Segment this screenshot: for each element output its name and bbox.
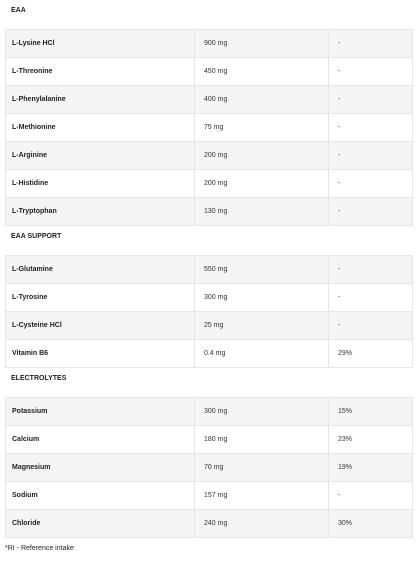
- ingredient-name: L-Arginine: [6, 142, 195, 170]
- ingredient-amount: 200 mg: [195, 142, 329, 170]
- ingredient-amount: 300 mg: [195, 398, 329, 426]
- ingredient-name: L-Histidine: [6, 170, 195, 198]
- ingredient-name: L-Cysteine HCl: [6, 312, 195, 340]
- ingredient-ri: 30%: [329, 510, 413, 538]
- ingredient-name: Magnesium: [6, 454, 195, 482]
- ingredient-amount: 550 mg: [195, 256, 329, 284]
- ingredient-name: Chloride: [6, 510, 195, 538]
- ingredient-ri: -: [329, 58, 413, 86]
- ingredient-amount: 70 mg: [195, 454, 329, 482]
- ingredient-name: L-Lysine HCl: [6, 30, 195, 58]
- table-row: [6, 482, 413, 510]
- table-row: [6, 256, 413, 284]
- ingredient-amount: 0.4 mg: [195, 340, 329, 368]
- ingredient-ri: -: [329, 284, 413, 312]
- ingredient-ri: -: [329, 142, 413, 170]
- ingredient-ri: 29%: [329, 340, 413, 368]
- table-row: [6, 30, 413, 58]
- ingredient-name: L-Phenylalanine: [6, 86, 195, 114]
- section-title-eaa-support: EAA SUPPORT: [11, 233, 62, 240]
- ingredient-ri: -: [329, 170, 413, 198]
- table-row: [6, 170, 413, 198]
- ingredient-amount: 900 mg: [195, 30, 329, 58]
- electrolytes-table: [5, 397, 413, 538]
- ingredient-amount: 157 mg: [195, 482, 329, 510]
- ingredient-ri: 15%: [329, 398, 413, 426]
- table-row: [6, 426, 413, 454]
- table-row: [6, 114, 413, 142]
- ingredient-name: L-Tryptophan: [6, 198, 195, 226]
- table-row: [6, 454, 413, 482]
- ingredient-name: L-Tyrosine: [6, 284, 195, 312]
- ingredient-ri: 23%: [329, 426, 413, 454]
- ingredient-name: Vitamin B6: [6, 340, 195, 368]
- table-row: [6, 58, 413, 86]
- ingredient-name: Calcium: [6, 426, 195, 454]
- table-row: [6, 86, 413, 114]
- ingredient-amount: 400 mg: [195, 86, 329, 114]
- table-row: [6, 510, 413, 538]
- eaa-support-table: [5, 255, 413, 368]
- ingredient-amount: 130 mg: [195, 198, 329, 226]
- footnote: *RI - Reference intake: [5, 545, 74, 552]
- ingredient-ri: 19%: [329, 454, 413, 482]
- ingredient-amount: 75 mg: [195, 114, 329, 142]
- table-row: [6, 284, 413, 312]
- ingredient-name: Sodium: [6, 482, 195, 510]
- ingredient-ri: -: [329, 312, 413, 340]
- table-row: [6, 340, 413, 368]
- ingredient-amount: 25 mg: [195, 312, 329, 340]
- ingredient-amount: 300 mg: [195, 284, 329, 312]
- ingredient-ri: -: [329, 198, 413, 226]
- ingredient-amount: 200 mg: [195, 170, 329, 198]
- section-title-electrolytes: ELECTROLYTES: [11, 375, 67, 382]
- table-row: [6, 198, 413, 226]
- ingredient-name: L-Methionine: [6, 114, 195, 142]
- table-row: [6, 312, 413, 340]
- ingredient-ri: -: [329, 86, 413, 114]
- ingredient-ri: -: [329, 256, 413, 284]
- ingredient-name: L-Glutamine: [6, 256, 195, 284]
- table-row: [6, 398, 413, 426]
- ingredient-ri: -: [329, 114, 413, 142]
- ingredient-amount: 450 mg: [195, 58, 329, 86]
- section-title-eaa: EAA: [11, 7, 26, 14]
- ingredient-amount: 180 mg: [195, 426, 329, 454]
- eaa-table: [5, 29, 413, 226]
- table-row: [6, 142, 413, 170]
- ingredient-ri: -: [329, 30, 413, 58]
- ingredient-name: L-Threonine: [6, 58, 195, 86]
- ingredient-amount: 240 mg: [195, 510, 329, 538]
- ingredient-ri: -: [329, 482, 413, 510]
- ingredient-name: Potassium: [6, 398, 195, 426]
